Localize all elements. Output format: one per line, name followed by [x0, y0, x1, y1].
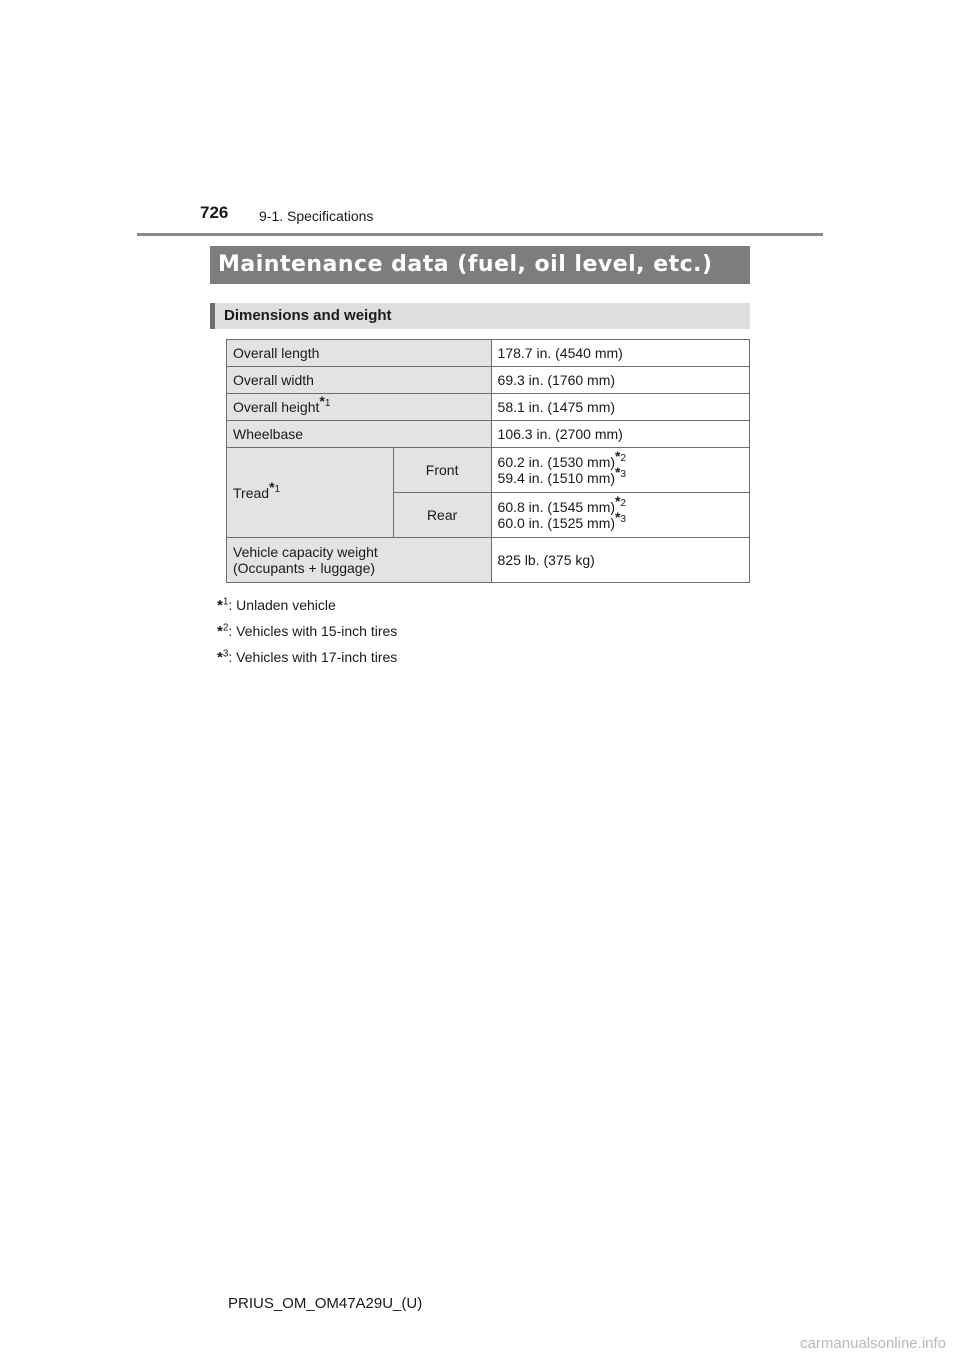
row-label: Tread	[233, 484, 270, 501]
row-value: 58.1 in. (1475 mm)	[491, 394, 749, 421]
footnote-ref	[615, 493, 627, 510]
asterisk-icon: *	[269, 478, 275, 495]
footnote-ref	[615, 464, 627, 481]
row-value: 178.7 in. (4540 mm)	[491, 340, 749, 367]
asterisk-icon: *	[615, 509, 621, 526]
footnote-ref	[615, 509, 627, 526]
row-value: 60.0 in. (1525 mm)	[497, 515, 616, 531]
row-label: Overall length	[227, 340, 492, 367]
row-label: Vehicle capacity weight	[233, 544, 378, 560]
row-value: 60.2 in. (1530 mm)	[497, 454, 616, 470]
footnote-text: : Vehicles with 15-inch tires	[228, 623, 398, 639]
row-label: Wheelbase	[227, 421, 492, 448]
asterisk-icon: *	[319, 393, 325, 410]
row-label-cell	[227, 538, 492, 583]
page-number: 726	[200, 203, 229, 222]
footnote-number: 2	[222, 622, 229, 634]
table-row	[227, 340, 750, 367]
watermark: carmanualsonline.info	[800, 1335, 946, 1352]
row-value: 59.4 in. (1510 mm)	[497, 470, 616, 486]
table-row	[227, 538, 750, 583]
page-title: Maintenance data (fuel, oil level, etc.)	[210, 246, 750, 284]
header-divider	[137, 233, 823, 236]
row-label: Overall height	[233, 399, 320, 415]
dimensions-table	[226, 339, 750, 583]
footnote-text: : Vehicles with 17-inch tires	[228, 649, 398, 665]
row-label: Overall width	[227, 367, 492, 394]
asterisk-icon: *	[217, 623, 223, 640]
section-heading: Dimensions and weight	[210, 303, 750, 329]
row-value: 69.3 in. (1760 mm)	[491, 367, 749, 394]
footnote-ref	[615, 448, 627, 465]
asterisk-icon: *	[615, 493, 621, 510]
sub-label: Rear	[393, 493, 491, 538]
value-line	[497, 509, 743, 531]
value-line	[497, 464, 743, 486]
footnote	[217, 644, 397, 670]
footnote-ref	[319, 393, 331, 410]
table-row	[227, 394, 750, 421]
asterisk-icon: *	[615, 448, 621, 465]
footnote-number: 2	[620, 453, 627, 465]
table-row	[227, 421, 750, 448]
asterisk-icon: *	[217, 649, 223, 666]
footnote-number: 2	[620, 498, 627, 510]
row-value: 106.3 in. (2700 mm)	[491, 421, 749, 448]
row-label-cell	[227, 448, 394, 538]
footnote-number: 1	[274, 483, 281, 495]
footnote-text: : Unladen vehicle	[228, 597, 336, 613]
document-code: PRIUS_OM_OM47A29U_(U)	[228, 1295, 423, 1312]
footnote-number: 3	[222, 648, 229, 660]
sub-label: Front	[393, 448, 491, 493]
row-label: (Occupants + luggage)	[233, 560, 376, 576]
row-value: 825 lb. (375 kg)	[491, 538, 749, 583]
footnote-number: 1	[222, 596, 229, 608]
table-row	[227, 448, 750, 493]
table-row	[227, 367, 750, 394]
row-value-cell	[491, 493, 749, 538]
row-label-cell	[227, 394, 492, 421]
footnote	[217, 618, 397, 644]
row-value-cell	[491, 448, 749, 493]
footnote-number: 3	[620, 514, 627, 526]
footnote-number: 3	[620, 469, 627, 481]
footnote-ref	[269, 478, 281, 495]
footnote-number: 1	[324, 398, 331, 410]
row-value: 60.8 in. (1545 mm)	[497, 499, 616, 515]
asterisk-icon: *	[217, 597, 223, 614]
section-label: 9-1. Specifications	[259, 208, 374, 224]
footnotes	[217, 592, 397, 670]
footnote	[217, 592, 397, 618]
asterisk-icon: *	[615, 464, 621, 481]
